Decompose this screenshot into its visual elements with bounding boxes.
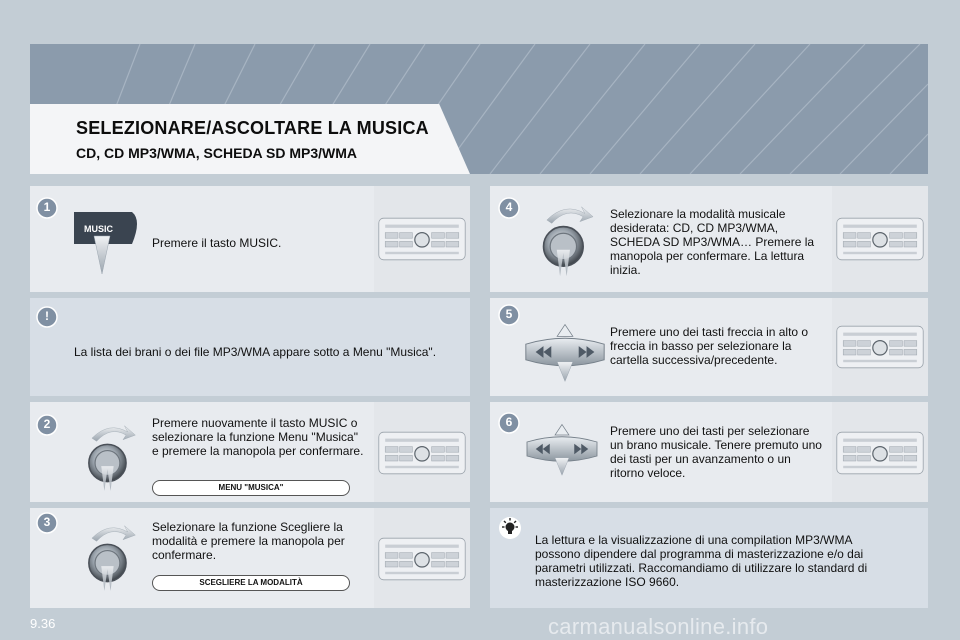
rotary-knob-icon (78, 418, 140, 499)
rotary-knob-icon (532, 198, 598, 285)
arrow-keys-icon (520, 420, 604, 483)
step-4-text: Selezionare la modalità musicale desiderata: CD, CD MP3/WMA, SCHEDA SD MP3/WMA… Premere la manopola per confermare. La lettura inizia. (610, 207, 815, 277)
radio-faceplate-icon (374, 508, 470, 608)
step-6-text: Premere uno dei tasti per selezionare un brano musicale. Tenere premuto uno dei tasti per un avanzamento o un ritorno veloce. (610, 424, 822, 480)
page-number: 9.36 (30, 616, 56, 631)
page-subtitle: CD, CD MP3/WMA, SCHEDA SD MP3/WMA (76, 145, 358, 161)
page-title: SELEZIONARE/ASCOLTARE LA MUSICA (76, 118, 429, 138)
step-1-thumbnail (374, 186, 470, 292)
step-2-thumbnail (374, 402, 470, 502)
radio-faceplate-icon (374, 402, 470, 502)
lightbulb-icon (498, 516, 522, 545)
radio-faceplate-icon (832, 186, 928, 292)
step-5-thumbnail (832, 298, 928, 396)
scegliere-modalita-pill: SCEGLIERE LA MODALITÀ (152, 575, 350, 591)
step-1-text: Premere il tasto MUSIC. (152, 236, 282, 250)
music-button-icon (72, 210, 144, 279)
step-6-thumbnail (832, 402, 928, 502)
step-5-text: Premere uno dei tasti freccia in alto o freccia in basso per selezionare la cartella successiva/precedente. (610, 325, 809, 367)
step-2-text: Premere nuovamente il tasto MUSIC o selezionare la funzione Menu "Musica" e premere la manopola per confermare. (152, 416, 364, 458)
radio-faceplate-icon (374, 186, 470, 292)
watermark: carmanualsonline.info (548, 614, 769, 639)
step-3-text: Selezionare la funzione Scegliere la modalità e premere la manopola per confermare. (152, 520, 345, 562)
warning-text: La lista dei brani o dei file MP3/WMA appare sotto a Menu "Musica". (74, 345, 437, 359)
menu-musica-pill: MENU "MUSICA" (152, 480, 350, 496)
radio-faceplate-icon (832, 298, 928, 396)
step-1-badge: 1 (36, 197, 58, 219)
step-4-thumbnail (832, 186, 928, 292)
step-5-badge: 5 (498, 304, 520, 326)
title-card (30, 104, 470, 174)
arrow-keys-icon (518, 320, 612, 389)
radio-faceplate-icon (832, 402, 928, 502)
step-6-badge: 6 (498, 412, 520, 434)
step-4-badge: 4 (498, 197, 520, 219)
step-3-thumbnail (374, 508, 470, 608)
step-2-badge: 2 (36, 414, 58, 436)
music-button-label: MUSIC (84, 224, 113, 234)
step-3-badge: 3 (36, 512, 58, 534)
tip-text: La lettura e la visualizzazione di una compilation MP3/WMA possono dipendere dal programma di masterizzazione e/o dai parametri utilizzati. Raccomandiamo di utilizzare lo standard di masterizzazione ISO 9660. (535, 533, 868, 589)
rotary-knob-icon (78, 518, 140, 599)
warning-icon: ! (36, 306, 58, 328)
